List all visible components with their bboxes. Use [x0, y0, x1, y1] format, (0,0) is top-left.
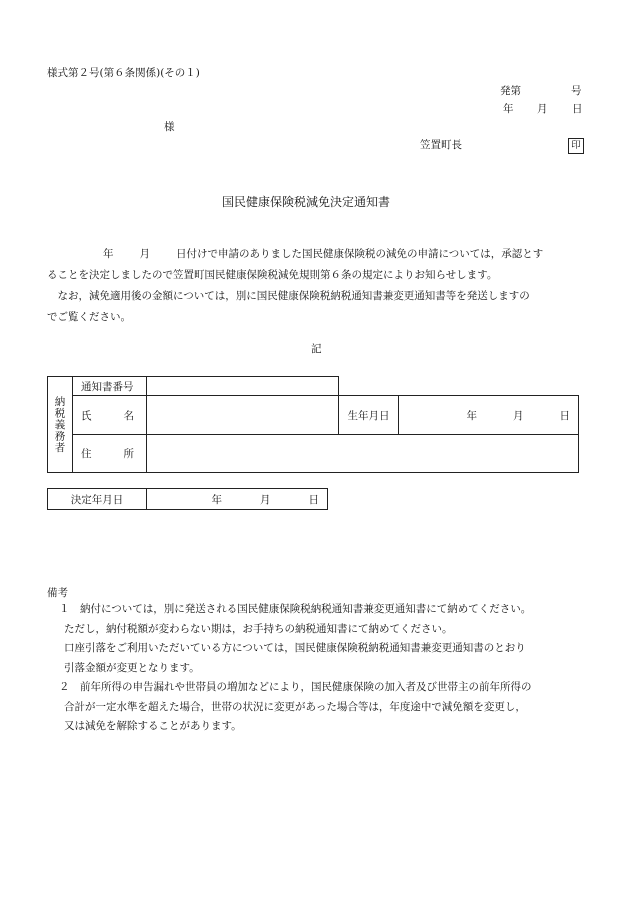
decision-date-value	[147, 489, 328, 510]
birthdate-value	[399, 396, 579, 435]
taxpayer-table	[47, 376, 579, 473]
decision-month: 月	[260, 493, 271, 506]
issue-prefix: 発第	[500, 85, 521, 97]
header-year: 年	[503, 103, 514, 115]
empty-cell	[399, 377, 579, 396]
decision-date-label: 決定年月日	[48, 489, 147, 510]
remarks-line: 又は減免を解除することがあります。	[64, 720, 242, 732]
issuer-name: 笠置町長	[420, 139, 462, 151]
decision-date-table	[47, 488, 328, 510]
notice-number-value	[147, 377, 339, 396]
name-label-char: 氏	[81, 409, 92, 422]
form-number: 様式第２号(第６条関係)(その１)	[47, 67, 200, 79]
body-line-1-rest: 日付けで申請のありました国民健康保険税の減免の申請については，承認とす	[176, 248, 544, 260]
birthdate-label: 生年月日	[339, 396, 399, 435]
birthdate-day: 日	[559, 409, 570, 422]
address-label-cell	[73, 435, 147, 473]
addressee-suffix: 様	[164, 121, 175, 133]
remarks-heading: 備考	[47, 587, 68, 599]
body-text	[47, 244, 583, 328]
ki-mark: 記	[311, 343, 322, 355]
issue-suffix: 号	[571, 85, 582, 97]
remarks-line: ２ 前年所得の申告漏れや世帯員の増加などにより，国民健康保険の加入者及び世帯主の前年所得の	[59, 681, 532, 693]
header-month: 月	[537, 103, 548, 115]
decision-year: 年	[211, 493, 222, 506]
address-label-char: 所	[123, 448, 134, 460]
body-line-3: なお，減免適用後の金額については，別に国民健康保険税納税通知書兼変更通知書等を発送しますの	[47, 290, 530, 302]
name-value	[147, 396, 339, 435]
taxpayer-side-label: 納税義務者	[53, 395, 66, 454]
body-month: 月	[139, 248, 150, 260]
empty-cell	[339, 377, 399, 396]
address-value	[147, 435, 579, 473]
body-line-2: ることを決定しましたので笠置町国民健康保険税減免規則第６条の規定によりお知らせします。	[47, 269, 498, 281]
remarks-line: 合計が一定水準を超えた場合，世帯の状況に変更があった場合等は，年度途中で減免額を変更し，	[64, 700, 526, 713]
body-line-4: でご覧ください。	[47, 311, 131, 323]
remarks-line: 引落金額が変更となります。	[64, 661, 200, 674]
decision-day: 日	[308, 493, 319, 506]
name-label-cell	[73, 396, 147, 435]
body-line-1	[47, 244, 583, 265]
remarks-list	[47, 600, 592, 737]
remarks-line: １ 納付については，別に発送される国民健康保険税納税通知書兼変更通知書にて納めてください。	[59, 603, 532, 615]
header-day: 日	[572, 103, 583, 115]
address-label-char: 住	[81, 448, 92, 460]
document-title: 国民健康保険税減免決定通知書	[222, 195, 391, 209]
body-year: 年	[103, 248, 114, 260]
remarks-line: ただし，納付税額が変わらない期は，お手持ちの納税通知書にて納めてください。	[64, 622, 453, 635]
birthdate-year: 年	[466, 409, 477, 422]
birthdate-month: 月	[513, 409, 524, 422]
name-label-char: 名	[123, 409, 134, 422]
notice-number-label: 通知書番号	[73, 377, 147, 396]
seal-mark: 印	[568, 138, 584, 154]
taxpayer-side-label-cell	[48, 377, 73, 473]
remarks-line: 口座引落をご利用いただいている方については，国民健康保険税納税通知書兼変更通知書のとおり	[64, 642, 526, 654]
